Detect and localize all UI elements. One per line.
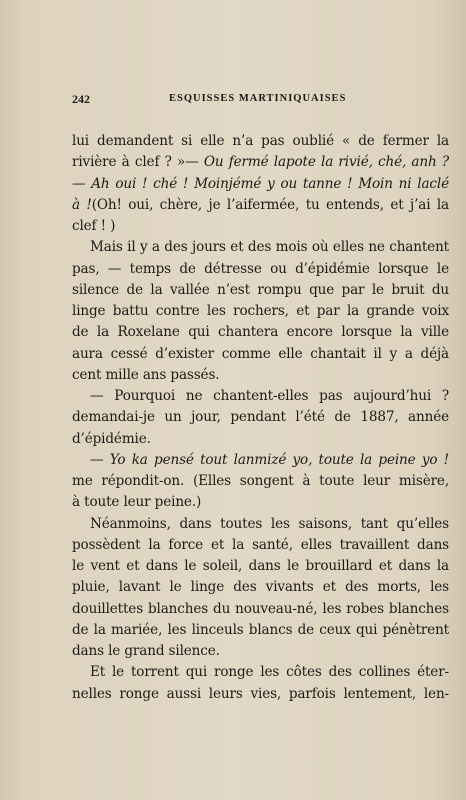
text-line — [72, 152, 449, 173]
line-text: douillettes blanches du nouveau-né, les robes blanches — [72, 600, 449, 617]
text-line — [72, 620, 449, 641]
page-number: 242 — [72, 92, 90, 106]
running-head — [72, 91, 449, 107]
text-line — [72, 577, 449, 598]
line-text: cent mille ans passés. — [72, 366, 220, 383]
line-text: Et le torrent qui ronge les côtes des collines éter- — [90, 664, 449, 681]
line-text: pluie, lavant le linge des vivants et des morts, les — [72, 579, 449, 596]
text-line — [72, 131, 449, 152]
text-line — [72, 492, 449, 513]
line-text: possèdent la force et la santé, elles travaillent dans — [72, 536, 449, 553]
line-text: le vent et dans le soleil, dans le brouillard et dans la — [72, 558, 449, 574]
line-text: demandai-je un jour, pendant l’été de 1887, année — [72, 409, 449, 426]
text-line — [72, 556, 449, 577]
line-text: d’épidémie. — [72, 430, 151, 447]
text-line — [72, 259, 449, 280]
text-line — [72, 216, 449, 237]
line-text-after: (Oh! oui, chère, je l’aifermée, tu entends, et j’ai la — [91, 196, 449, 213]
text-line — [72, 174, 449, 195]
text-line — [72, 386, 449, 407]
text-line — [72, 344, 449, 365]
line-text-italic: à ! — [72, 196, 92, 213]
line-text-before: — — [90, 451, 110, 468]
text-line — [72, 471, 449, 492]
text-line — [72, 407, 449, 428]
line-text-before: — — [72, 175, 92, 192]
body-text — [72, 131, 449, 705]
line-text: dans le grand silence. — [72, 643, 220, 659]
line-text: Néanmoins, dans toutes les saisons, tant qu’elles — [90, 515, 449, 532]
line-text: aura cessé d’exister comme elle chantait il y a déjà — [72, 345, 449, 362]
text-line — [72, 450, 449, 471]
text-line — [72, 429, 449, 450]
line-text-before: rivière à clef ? »— — [72, 154, 204, 171]
line-text: clef ! ) — [72, 218, 116, 234]
text-line — [72, 662, 449, 683]
line-text-italic: Ou fermé lapote la rivié, ché, anh ? — [203, 154, 449, 171]
line-text-italic: Ah oui ! ché ! Moinjémé y ou tanne ! Moin ni laclé — [91, 175, 449, 192]
text-line — [72, 599, 449, 620]
line-text-italic: Yo ka pensé tout lanmizé yo, toute la peine yo ! — [109, 451, 449, 468]
text-line — [72, 535, 449, 556]
line-text: me répondit-on. (Elles songent à toute leur misère, — [72, 473, 449, 489]
line-text: de la mariée, les linceuls blancs de ceux qui pénètrent — [72, 621, 449, 638]
text-line — [72, 641, 449, 662]
line-text: linge battu contre les rochers, et par la grande voix — [72, 303, 449, 319]
line-text: de la Roxelane qui chantera encore lorsque la ville — [72, 324, 449, 341]
line-text: silence de la vallée n’est rompu que par le bruit du — [72, 281, 449, 298]
line-text: pas, — temps de détresse ou d’épidémie lorsque le — [72, 260, 449, 277]
line-text: Mais il y a des jours et des mois où elles ne chantent — [90, 239, 449, 256]
text-line — [72, 237, 449, 258]
line-text: lui demandent si elle n’a pas oublié « de fermer la — [72, 133, 449, 149]
text-line — [72, 195, 449, 216]
text-line — [72, 322, 449, 343]
line-text: nelles ronge aussi leurs vies, parfois lentement, len- — [72, 685, 449, 702]
text-line — [72, 684, 449, 705]
text-line — [72, 365, 449, 386]
text-line — [72, 301, 449, 322]
line-text: — Pourquoi ne chantent-elles pas aujourd’hui ? — [90, 388, 449, 404]
text-line — [72, 280, 449, 301]
line-text: à toute leur peine.) — [72, 494, 202, 511]
book-title: ESQUISSES MARTINIQUAISES — [169, 93, 347, 104]
text-line — [72, 514, 449, 535]
